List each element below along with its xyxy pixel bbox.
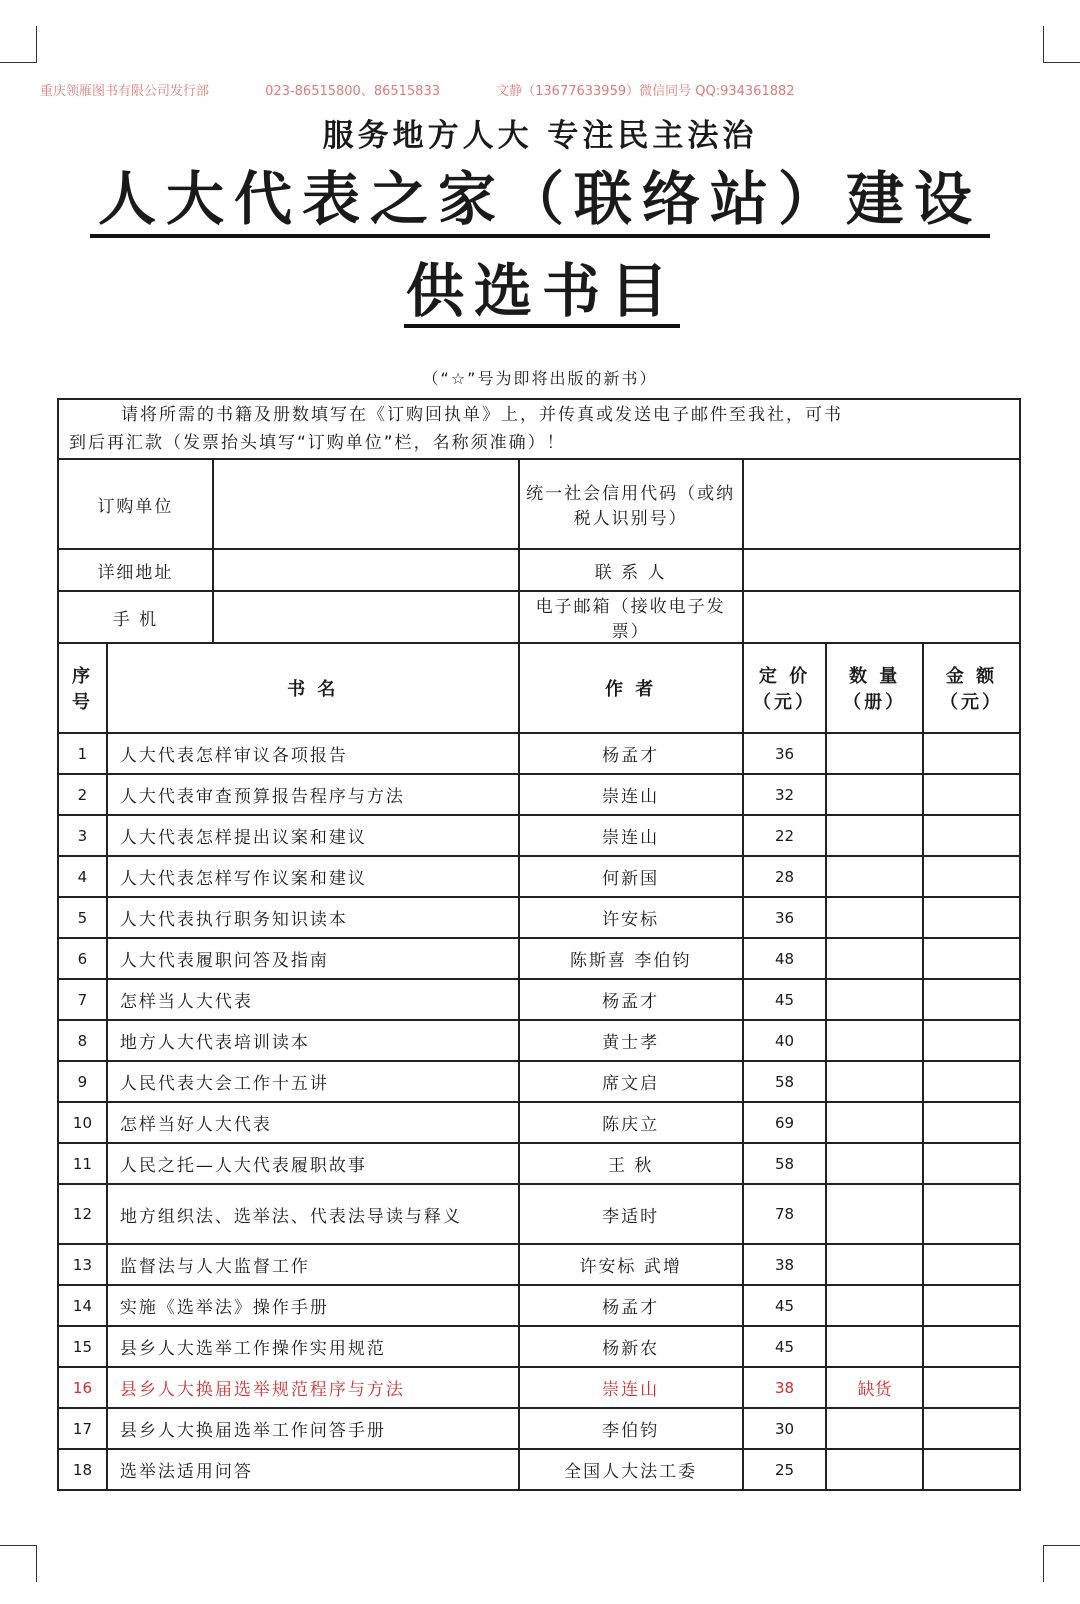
- book-price: 22: [743, 815, 827, 856]
- slogan: 服务地方人大 专注民主法治: [322, 118, 758, 154]
- book-price: 45: [743, 1326, 827, 1367]
- publisher-name: 重庆领雁图书有限公司发行部: [40, 84, 210, 99]
- book-title: 人大代表履职问答及指南: [107, 938, 519, 979]
- book-number: 18: [58, 1449, 107, 1490]
- book-title: 地方组织法、选举法、代表法导读与释义: [107, 1184, 519, 1244]
- credit-code-label: 统一社会信用代码（或纳税人识别号）: [519, 459, 743, 549]
- book-amount[interactable]: [923, 1102, 1020, 1143]
- book-title: 人大代表怎样写作议案和建议: [107, 856, 519, 897]
- address-field[interactable]: [213, 549, 519, 591]
- book-price: 45: [743, 979, 827, 1020]
- email-field[interactable]: [743, 591, 1020, 643]
- book-price: 38: [743, 1244, 827, 1285]
- contact-person-field[interactable]: [743, 549, 1020, 591]
- book-title: 人大代表执行职务知识读本: [107, 897, 519, 938]
- book-title: 县乡人大换届选举工作问答手册: [107, 1408, 519, 1449]
- table-row: [58, 815, 1020, 856]
- book-number: 15: [58, 1326, 107, 1367]
- book-number: 10: [58, 1102, 107, 1143]
- book-number: 16: [58, 1367, 107, 1408]
- book-list: [58, 733, 1020, 1490]
- book-author: 杨新农: [519, 1326, 743, 1367]
- crop-mark-top-left: [0, 26, 37, 63]
- book-author: 许安标 武增: [519, 1244, 743, 1285]
- book-price: 48: [743, 938, 827, 979]
- book-number: 7: [58, 979, 107, 1020]
- book-price: 36: [743, 733, 827, 774]
- table-row: [58, 856, 1020, 897]
- order-instructions: [58, 399, 1020, 459]
- book-title: 人大代表怎样审议各项报告: [107, 733, 519, 774]
- publisher-contact: [40, 80, 847, 99]
- book-amount[interactable]: [923, 1326, 1020, 1367]
- book-author: 崇连山: [519, 774, 743, 815]
- book-author: 陈斯喜 李伯钧: [519, 938, 743, 979]
- book-quantity[interactable]: [826, 1285, 923, 1326]
- book-amount[interactable]: [923, 815, 1020, 856]
- book-amount[interactable]: [923, 1184, 1020, 1244]
- book-author: 杨孟才: [519, 1285, 743, 1326]
- table-row: [58, 1408, 1020, 1449]
- order-unit-field[interactable]: [213, 459, 519, 549]
- table-row: [58, 1367, 1020, 1408]
- book-quantity[interactable]: [826, 979, 923, 1020]
- instructions-line-2: 到后再汇款（发票抬头填写“订购单位”栏，名称须准确）！: [69, 433, 566, 453]
- book-amount[interactable]: [923, 1020, 1020, 1061]
- crop-mark-top-right: [1043, 26, 1080, 63]
- book-price: 25: [743, 1449, 827, 1490]
- book-author: 杨孟才: [519, 733, 743, 774]
- book-number: 4: [58, 856, 107, 897]
- book-amount[interactable]: [923, 938, 1020, 979]
- book-author: 杨孟才: [519, 979, 743, 1020]
- table-row: [58, 1061, 1020, 1102]
- phone-label: 手 机: [58, 591, 213, 643]
- book-price: 58: [743, 1143, 827, 1184]
- book-number: 11: [58, 1143, 107, 1184]
- book-author: 许安标: [519, 897, 743, 938]
- book-number: 5: [58, 897, 107, 938]
- header-qty: 数 量（册）: [826, 643, 923, 733]
- book-amount[interactable]: [923, 1285, 1020, 1326]
- order-form-table: [57, 398, 1021, 1491]
- book-author: 崇连山: [519, 1367, 743, 1408]
- book-amount[interactable]: [923, 774, 1020, 815]
- book-title: 人大代表怎样提出议案和建议: [107, 815, 519, 856]
- book-number: 17: [58, 1408, 107, 1449]
- book-title: 人民代表大会工作十五讲: [107, 1061, 519, 1102]
- book-title: 县乡人大选举工作操作实用规范: [107, 1326, 519, 1367]
- book-price: 38: [743, 1367, 827, 1408]
- table-row: [58, 938, 1020, 979]
- book-author: 席文启: [519, 1061, 743, 1102]
- book-quantity[interactable]: [826, 1020, 923, 1061]
- table-row: [58, 1143, 1020, 1184]
- book-price: 28: [743, 856, 827, 897]
- address-label: 详细地址: [58, 549, 213, 591]
- book-quantity[interactable]: 缺货: [826, 1367, 923, 1408]
- email-label: 电子邮箱（接收电子发票）: [519, 591, 743, 643]
- book-title: 监督法与人大监督工作: [107, 1244, 519, 1285]
- book-author: 王 秋: [519, 1143, 743, 1184]
- publisher-contact-person: 文静（13677633959）微信同号 QQ:934361882: [496, 84, 795, 99]
- book-quantity[interactable]: [826, 1408, 923, 1449]
- table-row: [58, 774, 1020, 815]
- book-quantity[interactable]: [826, 733, 923, 774]
- book-price: 69: [743, 1102, 827, 1143]
- publisher-phone: 023-86515800、86515833: [265, 84, 440, 99]
- book-price: 40: [743, 1020, 827, 1061]
- order-unit-label: 订购单位: [58, 459, 213, 549]
- book-price: 32: [743, 774, 827, 815]
- page-subtitle: 供选书目: [404, 258, 680, 328]
- book-title: 怎样当好人大代表: [107, 1102, 519, 1143]
- book-amount[interactable]: [923, 1061, 1020, 1102]
- book-quantity[interactable]: [826, 897, 923, 938]
- contact-person-label: 联 系 人: [519, 549, 743, 591]
- book-amount[interactable]: [923, 856, 1020, 897]
- book-number: 2: [58, 774, 107, 815]
- book-title: 县乡人大换届选举规范程序与方法: [107, 1367, 519, 1408]
- table-row: [58, 1102, 1020, 1143]
- book-amount[interactable]: [923, 1244, 1020, 1285]
- book-price: 78: [743, 1184, 827, 1244]
- book-author: 崇连山: [519, 815, 743, 856]
- header-seq: 序号: [58, 643, 107, 733]
- table-row: [58, 1244, 1020, 1285]
- header-price: 定 价（元）: [743, 643, 827, 733]
- book-number: 9: [58, 1061, 107, 1102]
- book-amount[interactable]: [923, 1143, 1020, 1184]
- table-row: [58, 733, 1020, 774]
- book-number: 12: [58, 1184, 107, 1244]
- crop-mark-bottom-left: [0, 1545, 37, 1582]
- book-title: 怎样当人大代表: [107, 979, 519, 1020]
- book-number: 14: [58, 1285, 107, 1326]
- book-number: 6: [58, 938, 107, 979]
- book-amount[interactable]: [923, 1367, 1020, 1408]
- book-quantity[interactable]: [826, 774, 923, 815]
- book-author: 李伯钧: [519, 1408, 743, 1449]
- book-author: 黄士孝: [519, 1020, 743, 1061]
- book-quantity[interactable]: [826, 1102, 923, 1143]
- table-row: [58, 1285, 1020, 1326]
- book-amount[interactable]: [923, 979, 1020, 1020]
- book-quantity[interactable]: [826, 1244, 923, 1285]
- table-row: [58, 1326, 1020, 1367]
- table-row: [58, 1184, 1020, 1244]
- new-book-note: （“☆”号为即将出版的新书）: [422, 369, 658, 388]
- table-row: [58, 979, 1020, 1020]
- book-amount[interactable]: [923, 733, 1020, 774]
- book-title: 人民之托—人大代表履职故事: [107, 1143, 519, 1184]
- book-quantity[interactable]: [826, 815, 923, 856]
- book-author: 李适时: [519, 1184, 743, 1244]
- table-row: [58, 897, 1020, 938]
- book-amount[interactable]: [923, 897, 1020, 938]
- book-author: 何新国: [519, 856, 743, 897]
- book-title: 人大代表审查预算报告程序与方法: [107, 774, 519, 815]
- book-number: 13: [58, 1244, 107, 1285]
- book-quantity[interactable]: [826, 1061, 923, 1102]
- book-quantity[interactable]: [826, 1449, 923, 1490]
- book-price: 58: [743, 1061, 827, 1102]
- book-table-header: [58, 643, 1020, 733]
- table-row: [58, 1020, 1020, 1061]
- book-author: 全国人大法工委: [519, 1449, 743, 1490]
- book-quantity[interactable]: [826, 938, 923, 979]
- book-title: 地方人大代表培训读本: [107, 1020, 519, 1061]
- book-quantity[interactable]: [826, 1326, 923, 1367]
- instructions-line-1: 请将所需的书籍及册数填写在《订购回执单》上，并传真或发送电子邮件至我社，可书: [121, 405, 843, 425]
- table-row: [58, 1449, 1020, 1490]
- book-quantity[interactable]: [826, 1143, 923, 1184]
- crop-mark-bottom-right: [1043, 1545, 1080, 1582]
- header-name: 书 名: [107, 643, 519, 733]
- book-title: 实施《选举法》操作手册: [107, 1285, 519, 1326]
- header-author: 作 者: [519, 643, 743, 733]
- credit-code-field[interactable]: [743, 459, 1020, 549]
- book-price: 45: [743, 1285, 827, 1326]
- book-quantity[interactable]: [826, 1184, 923, 1244]
- book-quantity[interactable]: [826, 856, 923, 897]
- book-number: 3: [58, 815, 107, 856]
- book-number: 1: [58, 733, 107, 774]
- book-amount[interactable]: [923, 1449, 1020, 1490]
- book-title: 选举法适用问答: [107, 1449, 519, 1490]
- page-title: 人大代表之家（联络站）建设: [90, 166, 990, 238]
- phone-field[interactable]: [213, 591, 519, 643]
- book-amount[interactable]: [923, 1408, 1020, 1449]
- book-number: 8: [58, 1020, 107, 1061]
- book-price: 30: [743, 1408, 827, 1449]
- book-price: 36: [743, 897, 827, 938]
- book-author: 陈庆立: [519, 1102, 743, 1143]
- header-amount: 金 额（元）: [923, 643, 1020, 733]
